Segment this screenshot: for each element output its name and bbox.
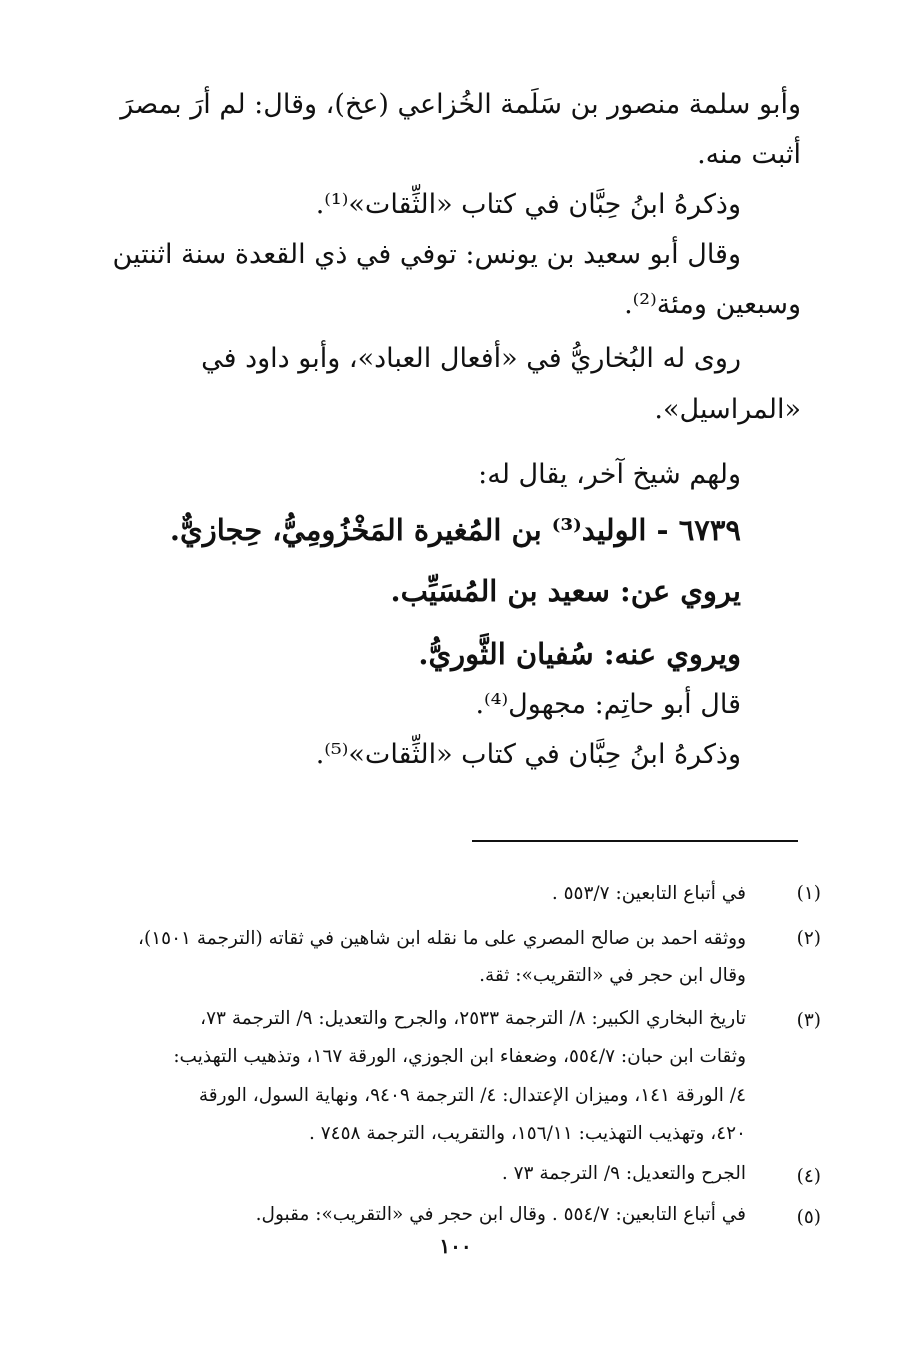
body-line: وذكرهُ ابنُ حِبَّان في كتاب «الثِّقات»⁽¹⁾. bbox=[315, 189, 741, 220]
entry-narrates-from: يروي عن: سعيد بن المُسَيِّب. bbox=[390, 574, 741, 608]
footnote-separator bbox=[472, 840, 798, 842]
entry-abu-hatim: قال أبو حاتِم: مجهول⁽⁴⁾. bbox=[475, 689, 741, 720]
footnote-text: ووثقه احمد بن صالح المصري على ما نقله ابن شاهين في ثقاته (الترجمة ١٥٠١)، bbox=[138, 928, 746, 949]
footnote-text: الجرح والتعديل: ٩/ الترجمة ٧٣ . bbox=[501, 1163, 746, 1184]
entry-intro: ولهم شيخ آخر، يقال له: bbox=[478, 459, 741, 490]
footnote-text: في أتباع التابعين: ٥٥٤/٧ . وقال ابن حجر في «التقريب»: مقبول. bbox=[255, 1204, 746, 1225]
body-line: «المراسيل». bbox=[654, 394, 801, 425]
footnote-number: (٤) bbox=[796, 1166, 821, 1187]
footnote-text: في أتباع التابعين: ٥٥٣/٧ . bbox=[551, 883, 746, 904]
body-line: وأبو سلمة منصور بن سَلَمة الخُزاعي (عخ)، وقال: لم أرَ بمصرَ bbox=[120, 89, 801, 120]
footnote-number: (٥) bbox=[796, 1207, 821, 1228]
footnote-number: (١) bbox=[796, 883, 821, 904]
footnote-text: وثقات ابن حبان: ٥٥٤/٧، وضعفاء ابن الجوزي، الورقة ١٦٧، وتذهيب التهذيب: bbox=[173, 1046, 746, 1067]
body-line: أثبت منه. bbox=[697, 139, 801, 170]
body-line: وسبعين ومئة⁽²⁾. bbox=[624, 289, 801, 320]
footnote-number: (٣) bbox=[796, 1010, 821, 1031]
body-line: روى له البُخاريُّ في «أفعال العباد»، وأبو داود في bbox=[201, 343, 741, 374]
footnote-number: (٢) bbox=[796, 928, 821, 949]
footnote-text: تاريخ البخاري الكبير: ٨/ الترجمة ٢٥٣٣، والجرح والتعديل: ٩/ الترجمة ٧٣، bbox=[200, 1008, 746, 1029]
footnote-text: وقال ابن حجر في «التقريب»: ثقة. bbox=[479, 965, 746, 986]
entry-ibn-hibban: وذكرهُ ابنُ حِبَّان في كتاب «الثِّقات»⁽⁵⁾. bbox=[315, 739, 741, 770]
entry-narrated-by: ويروي عنه: سُفيان الثَّوريُّ. bbox=[418, 637, 741, 671]
body-line: وقال أبو سعيد بن يونس: توفي في ذي القعدة سنة اثنتين bbox=[112, 239, 741, 270]
footnote-text: ٤/ الورقة ١٤١، وميزان الإعتدال: ٤/ الترجمة ٩٤٠٩، ونهاية السول، الورقة bbox=[198, 1085, 746, 1106]
footnote-text: ٤٢٠، وتهذيب التهذيب: ١٥٦/١١، والتقريب، الترجمة ٧٤٥٨ . bbox=[308, 1123, 746, 1144]
entry-heading: ٦٧٣٩ - الوليد⁽³⁾ بن المُغيرة المَخْزُومِيُّ، حِجازيٌّ. bbox=[169, 513, 741, 547]
page-number: ١٠٠ bbox=[439, 1234, 472, 1258]
